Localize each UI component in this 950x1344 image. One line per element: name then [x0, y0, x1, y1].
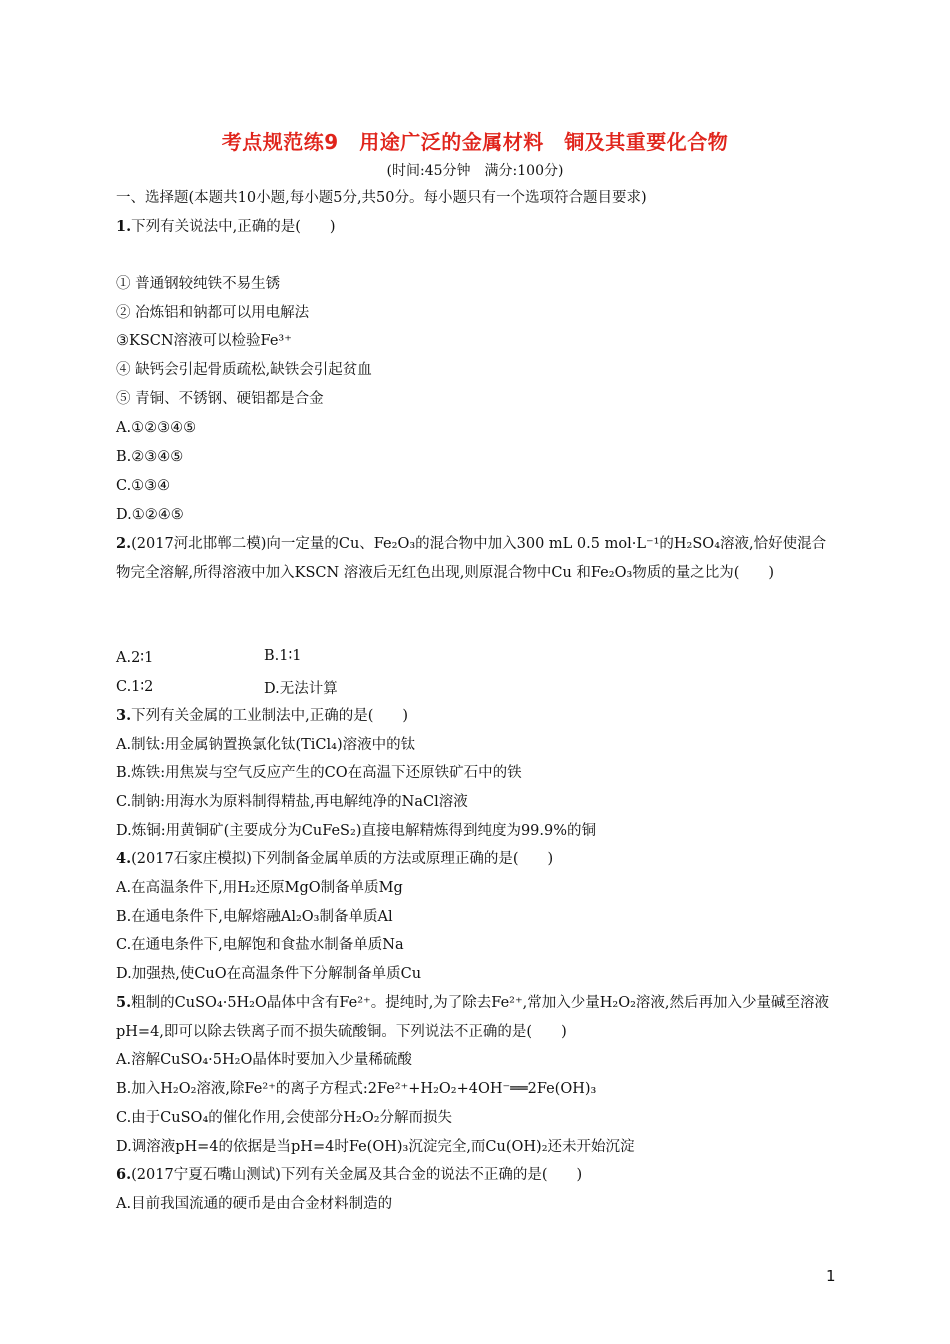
- answer-option: A.制钛:用金属钠置换氯化钛(TiCl₄)溶液中的钛: [116, 737, 416, 753]
- question-2: [116, 529, 836, 588]
- statement-item: ③KSCN溶液可以检验Fe³⁺: [116, 333, 292, 349]
- answer-option: A.溶解CuSO₄·5H₂O晶体时要加入少量稀硫酸: [116, 1052, 412, 1068]
- answer-option: C.1∶2: [116, 679, 154, 695]
- question-number: 4.: [116, 850, 132, 867]
- question-stem: 下列有关说法中,正确的是( ): [131, 219, 336, 235]
- answer-option: D.加强热,使CuO在高温条件下分解制备单质Cu: [116, 966, 422, 982]
- answer-option: D.①②④⑤: [116, 507, 184, 523]
- answer-option: A.在高温条件下,用H₂还原MgO制备单质Mg: [116, 880, 403, 896]
- page-title: 考点规范练9 用途广泛的金属材料 铜及其重要化合物: [221, 130, 729, 154]
- answer-option: B.炼铁:用焦炭与空气反应产生的CO在高温下还原铁矿石中的铁: [116, 765, 522, 781]
- statement-item: ④ 缺钙会引起骨质疏松,缺铁会引起贫血: [116, 362, 372, 378]
- question-number: 2.: [116, 535, 132, 552]
- answer-option: D.炼铜:用黄铜矿(主要成分为CuFeS₂)直接电解精炼得到纯度为99.9%的铜: [116, 823, 597, 839]
- page-subtitle: (时间:45分钟 满分:100分): [386, 163, 564, 179]
- answer-option: A.目前我国流通的硬币是由合金材料制造的: [116, 1196, 393, 1212]
- question-6: [116, 1165, 582, 1185]
- answer-option: C.在通电条件下,电解饱和食盐水制备单质Na: [116, 937, 404, 953]
- question-stem: 粗制的CuSO₄·5H₂O晶体中含有Fe²⁺。提纯时,为了除去Fe²⁺,常加入少量H₂O₂溶液,然后再加入少量碱至溶液pH=4,即可以除去铁离子而不损失硫酸铜。下列说法不正确的是( ): [116, 995, 829, 1040]
- page-number: 1: [826, 1267, 836, 1285]
- statement-item: ① 普通钢较纯铁不易生锈: [116, 276, 281, 292]
- answer-option: C.由于CuSO₄的催化作用,会使部分H₂O₂分解而损失: [116, 1110, 453, 1126]
- question-number: 1.: [116, 218, 132, 235]
- question-stem: (2017河北邯郸二模)向一定量的Cu、Fe₂O₃的混合物中加入300 mL 0.5 mol·L⁻¹的H₂SO₄溶液,恰好使混合物完全溶解,所得溶液中加入KSCN 溶液后无红色出现,则原混合物中Cu 和Fe₂O₃物质的量之比为( ): [116, 536, 827, 581]
- answer-option: D.无法计算: [264, 681, 338, 697]
- section-heading: 一、选择题(本题共10小题,每小题5分,共50分。每小题只有一个选项符合题目要求): [116, 190, 647, 206]
- statement-item: ② 冶炼铝和钠都可以用电解法: [116, 305, 310, 321]
- question-1: [116, 217, 336, 237]
- question-stem: (2017石家庄模拟)下列制备金属单质的方法或原理正确的是( ): [131, 851, 554, 867]
- answer-option: C.①③④: [116, 478, 171, 494]
- question-number: 3.: [116, 707, 132, 724]
- statement-item: ⑤ 青铜、不锈钢、硬铝都是合金: [116, 391, 324, 407]
- answer-option: C.制钠:用海水为原料制得精盐,再电解纯净的NaCl溶液: [116, 794, 468, 810]
- question-5: [116, 988, 836, 1047]
- answer-option: D.调溶液pH=4的依据是当pH=4时Fe(OH)₃沉淀完全,而Cu(OH)₂还未开始沉淀: [116, 1139, 635, 1155]
- answer-option: B.1∶1: [264, 648, 302, 664]
- answer-option: A.2∶1: [116, 650, 154, 666]
- question-number: 5.: [116, 994, 132, 1011]
- question-3: [116, 706, 408, 726]
- answer-option: B.②③④⑤: [116, 449, 184, 465]
- question-stem: (2017宁夏石嘴山测试)下列有关金属及其合金的说法不正确的是( ): [131, 1167, 583, 1183]
- answer-option: B.加入H₂O₂溶液,除Fe²⁺的离子方程式:2Fe²⁺+H₂O₂+4OH⁻══2Fe(OH)₃: [116, 1081, 597, 1097]
- answer-option: B.在通电条件下,电解熔融Al₂O₃制备单质Al: [116, 909, 393, 925]
- question-stem: 下列有关金属的工业制法中,正确的是( ): [131, 708, 409, 724]
- question-4: [116, 849, 553, 869]
- question-number: 6.: [116, 1166, 132, 1183]
- answer-option: A.①②③④⑤: [116, 420, 197, 436]
